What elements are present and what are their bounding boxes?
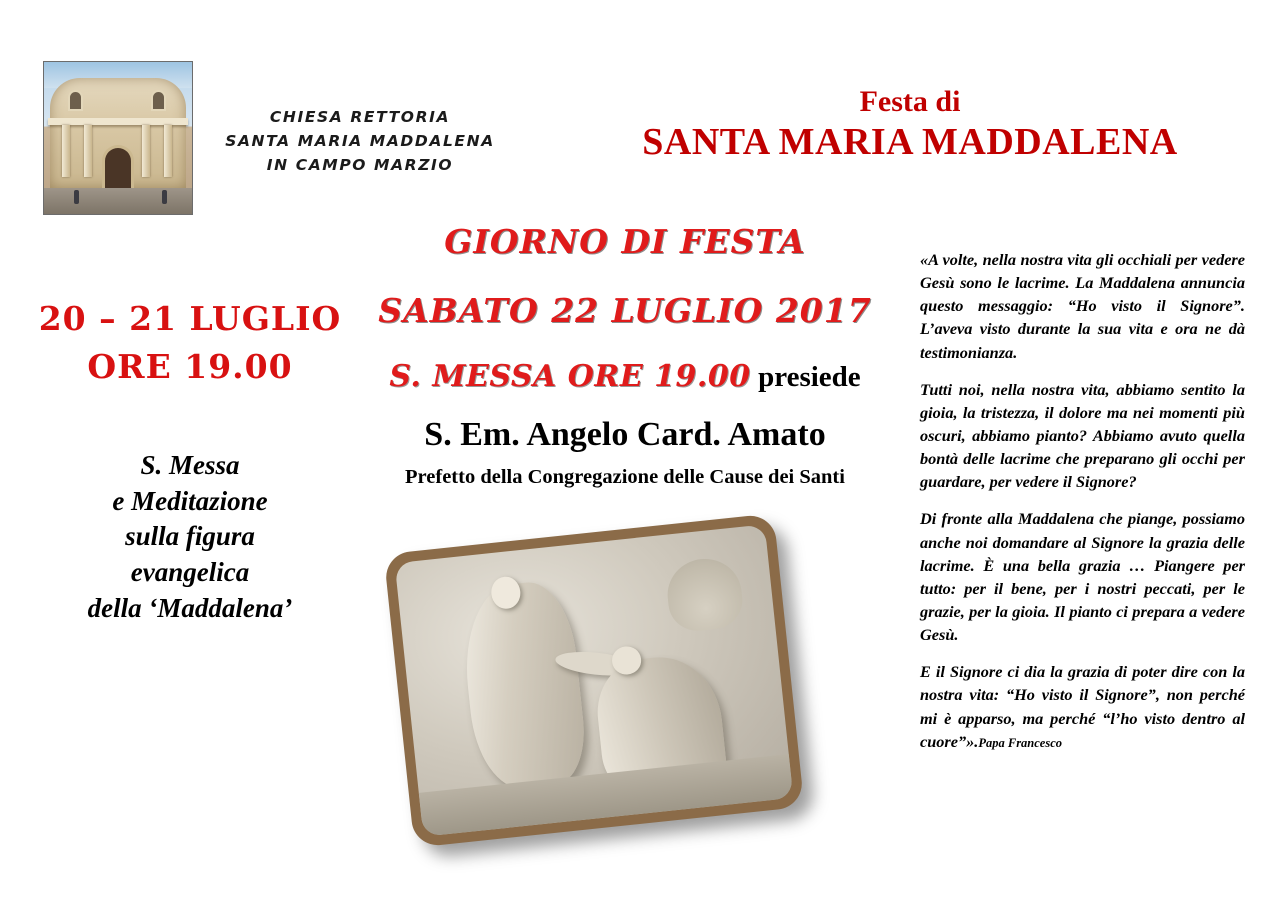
left-subtitle-line-4: evangelica <box>130 556 250 587</box>
photo-person <box>74 190 79 204</box>
mass-time-row <box>355 360 895 394</box>
celebrant-name: S. Em. Angelo Card. Amato <box>424 415 826 453</box>
relief-figure-maddalena-head <box>610 645 642 675</box>
presiede-label: presiede <box>758 361 861 393</box>
photo-column <box>142 125 150 177</box>
festa-heading-line-1: Festa di <box>859 85 961 118</box>
quote-author: Papa Francesco <box>978 735 1063 750</box>
giorno-di-festa-title: GIORNO DI FESTA <box>444 222 806 261</box>
festa-heading-line-2: SANTA MARIA MADDALENA <box>642 120 1178 163</box>
relief-foliage <box>664 555 745 634</box>
left-subtitle-line-3: sulla figura <box>125 521 255 552</box>
church-name-line-1: CHIESA RETTORIA <box>269 108 451 126</box>
quote-paragraph-4 <box>920 660 1245 753</box>
photo-column <box>164 125 172 177</box>
left-subtitle-line-1: S. Messa <box>140 450 240 480</box>
church-name-line-2: SANTA MARIA MADDALENA <box>225 132 495 151</box>
photo-window <box>153 92 164 109</box>
mass-time-label: S. MESSA ORE 19.00 <box>389 359 751 394</box>
celebrant-role: Prefetto della Congregazione delle Cause dei Santi <box>405 465 845 488</box>
photo-cornice <box>48 118 188 125</box>
papal-quote-block <box>920 248 1245 767</box>
festa-date: SABATO 22 LUGLIO 2017 <box>378 291 872 330</box>
photo-ground <box>44 188 192 214</box>
church-facade-photo <box>43 61 193 215</box>
marble-relief-photo <box>384 513 805 847</box>
photo-person <box>162 190 167 204</box>
quote-paragraph-3: Di fronte alla Maddalena che piange, possiamo anche noi domandare al Signore la grazia delle lacrime. È una bella grazia … Piangere per tutto: per il bene, per i nostri peccati, per le grazie, per la gioia. Il pianto ci prepara a vedere Gesù. <box>920 509 1245 645</box>
photo-window <box>70 92 81 109</box>
left-dates-days: 20 – 21 LUGLIO <box>38 299 342 338</box>
relief-inner <box>395 524 794 836</box>
left-subtitle-line-2: e Meditazione <box>112 485 268 516</box>
left-dates-time: ORE 19.00 <box>87 346 293 386</box>
church-name-block <box>215 105 505 177</box>
left-subtitle-block <box>30 448 350 626</box>
festa-heading <box>560 85 1260 165</box>
left-subtitle-line-5: della ‘Maddalena’ <box>87 592 293 623</box>
relief-figure-christ <box>457 578 589 792</box>
left-dates-block <box>30 295 350 391</box>
church-name-line-3: IN CAMPO MARZIO <box>266 156 454 175</box>
photo-column <box>84 125 92 177</box>
relief-figure-christ-head <box>490 575 522 610</box>
photo-door <box>105 148 131 188</box>
photo-column <box>62 125 70 177</box>
quote-paragraph-1: «A volte, nella nostra vita gli occhiali per vedere Gesù sono le lacrime. La Maddalena annuncia questo messaggio: “Ho visto il Signore”. L’aveva visto durante la sua vita e ora ne dà testimonianza. <box>920 250 1245 362</box>
quote-paragraph-4-text: E il Signore ci dia la grazia di poter dire con la nostra vita: “Ho visto il Signore”, non perché mi è apparso, ma perché “l’ho visto dentro al cuore”». <box>920 662 1245 751</box>
center-announcement-block <box>355 222 895 489</box>
quote-paragraph-2: Tutti noi, nella nostra vita, abbiamo sentito la gioia, la tristezza, il dolore ma nei momenti più oscuri, abbiamo pianto? Abbiamo avuto quella bontà delle lacrime che preparano gli occhi per guardare, per vedere il Signore? <box>920 379 1245 492</box>
